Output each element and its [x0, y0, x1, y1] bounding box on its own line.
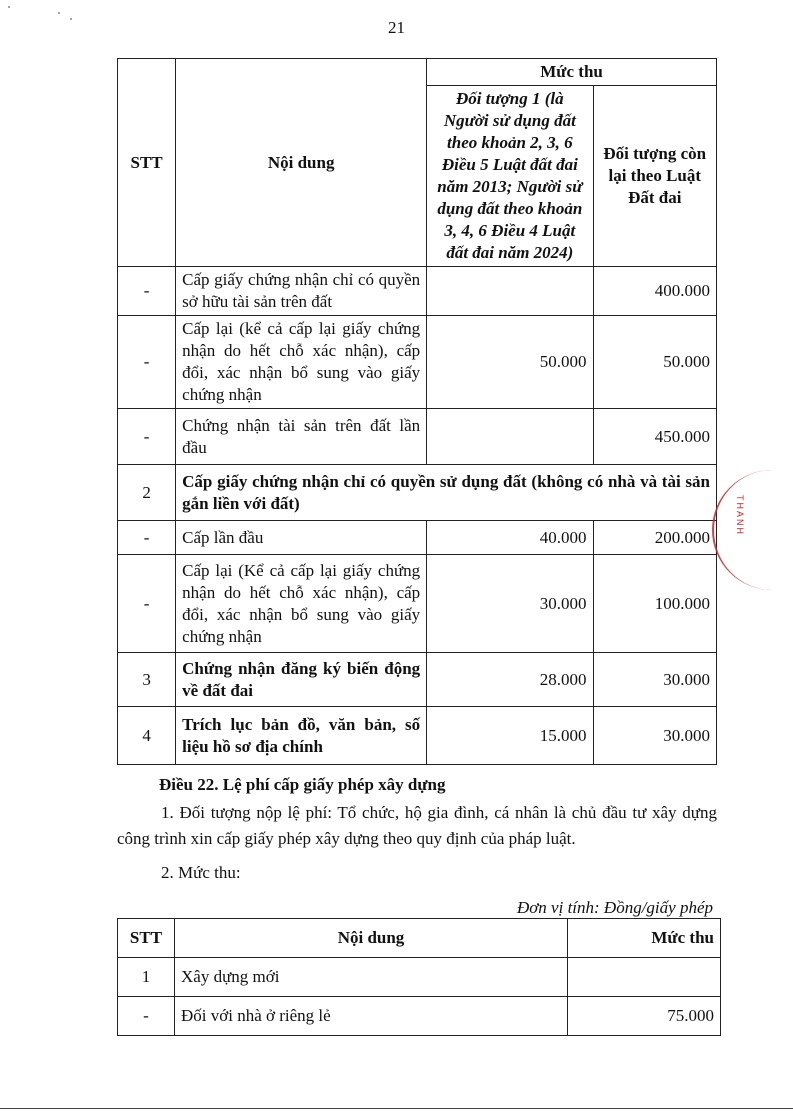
table-row — [118, 958, 721, 997]
row-content: Chứng nhận đăng ký biến động về đất đai — [176, 653, 427, 707]
fee-table-certificates — [117, 58, 717, 765]
row-content: Trích lục bản đồ, văn bản, số liệu hồ sơ địa chính — [176, 707, 427, 765]
table-row — [118, 555, 717, 653]
row-content: Chứng nhận tài sản trên đất lần đầu — [176, 409, 427, 465]
red-seal-stamp — [712, 470, 784, 590]
row-fee2: 30.000 — [593, 653, 717, 707]
row-fee2: 50.000 — [593, 316, 717, 409]
header-stt: STT — [118, 59, 176, 267]
table-row — [118, 997, 721, 1036]
article-paragraph-2: 2. Mức thu: — [161, 863, 241, 882]
row-fee1 — [427, 267, 593, 316]
header-content: Nội dung — [176, 59, 427, 267]
row-stt: 2 — [118, 465, 176, 521]
scan-speck — [58, 12, 60, 14]
table-row — [118, 409, 717, 465]
row-fee2: 200.000 — [593, 521, 717, 555]
row-content: Cấp lại (Kể cả cấp lại giấy chứng nhận do hết chỗ xác nhận), cấp đổi, xác nhận bổ sung vào giấy chứng nhận — [176, 555, 427, 653]
row-fee2: 450.000 — [593, 409, 717, 465]
row-fee1: 30.000 — [427, 555, 593, 653]
row-stt: - — [118, 316, 176, 409]
row-stt: 1 — [118, 958, 175, 997]
row-fee2: 400.000 — [593, 267, 717, 316]
table-section-row — [118, 465, 717, 521]
row-stt: - — [118, 267, 176, 316]
article-title: Điều 22. Lệ phí cấp giấy phép xây dựng — [159, 775, 446, 794]
row-fee1: 15.000 — [427, 707, 593, 765]
table-row — [118, 267, 717, 316]
table-header-row — [118, 919, 721, 958]
table-header-row — [118, 59, 717, 86]
row-stt: - — [118, 409, 176, 465]
table-row — [118, 707, 717, 765]
header-stt: STT — [118, 919, 175, 958]
red-seal-text: THANH — [735, 495, 745, 536]
article-paragraph-1: 1. Đối tượng nộp lệ phí: Tổ chức, hộ gia đình, cá nhân là chủ đầu tư xây dựng công trình xin cấp giấy phép xây dựng theo quy định của pháp luật. — [117, 803, 717, 848]
header-group2: Đối tượng còn lại theo Luật Đất đai — [593, 86, 717, 267]
row-content: Cấp giấy chứng nhận chỉ có quyền sử dụng đất (không có nhà và tài sản gắn liền với đất) — [176, 465, 717, 521]
page-bottom-rule — [0, 1108, 793, 1109]
row-content: Đối với nhà ở riêng lẻ — [175, 997, 568, 1036]
header-fee: Mức thu — [568, 919, 721, 958]
row-fee1 — [427, 409, 593, 465]
row-fee2: 100.000 — [593, 555, 717, 653]
row-stt: - — [118, 555, 176, 653]
row-content: Cấp lần đầu — [176, 521, 427, 555]
row-content: Xây dựng mới — [175, 958, 568, 997]
header-content: Nội dung — [175, 919, 568, 958]
table-row — [118, 316, 717, 409]
row-fee — [568, 958, 721, 997]
row-fee1: 40.000 — [427, 521, 593, 555]
row-fee: 75.000 — [568, 997, 721, 1036]
page-number: 21 — [388, 18, 405, 37]
row-fee1: 28.000 — [427, 653, 593, 707]
fee-table-construction-permit — [117, 918, 721, 1036]
header-group1: Đối tượng 1 (là Người sử dụng đất theo khoản 2, 3, 6 Điều 5 Luật đất đai năm 2013; Người sử dụng đất theo khoản 3, 4, 6 Điều 4 Luật đất đai năm 2024) — [427, 86, 593, 267]
row-stt: 3 — [118, 653, 176, 707]
unit-note: Đơn vị tính: Đồng/giấy phép — [516, 898, 713, 917]
row-content: Cấp lại (kể cả cấp lại giấy chứng nhận do hết chỗ xác nhận), cấp đổi, xác nhận bổ sung vào giấy chứng nhận — [176, 316, 427, 409]
row-stt: 4 — [118, 707, 176, 765]
row-stt: - — [118, 997, 175, 1036]
row-stt: - — [118, 521, 176, 555]
row-fee1: 50.000 — [427, 316, 593, 409]
scan-speck — [8, 6, 10, 8]
row-fee2: 30.000 — [593, 707, 717, 765]
row-content: Cấp giấy chứng nhận chỉ có quyền sở hữu tài sản trên đất — [176, 267, 427, 316]
table-row — [118, 521, 717, 555]
header-fee: Mức thu — [427, 59, 717, 86]
table-row — [118, 653, 717, 707]
